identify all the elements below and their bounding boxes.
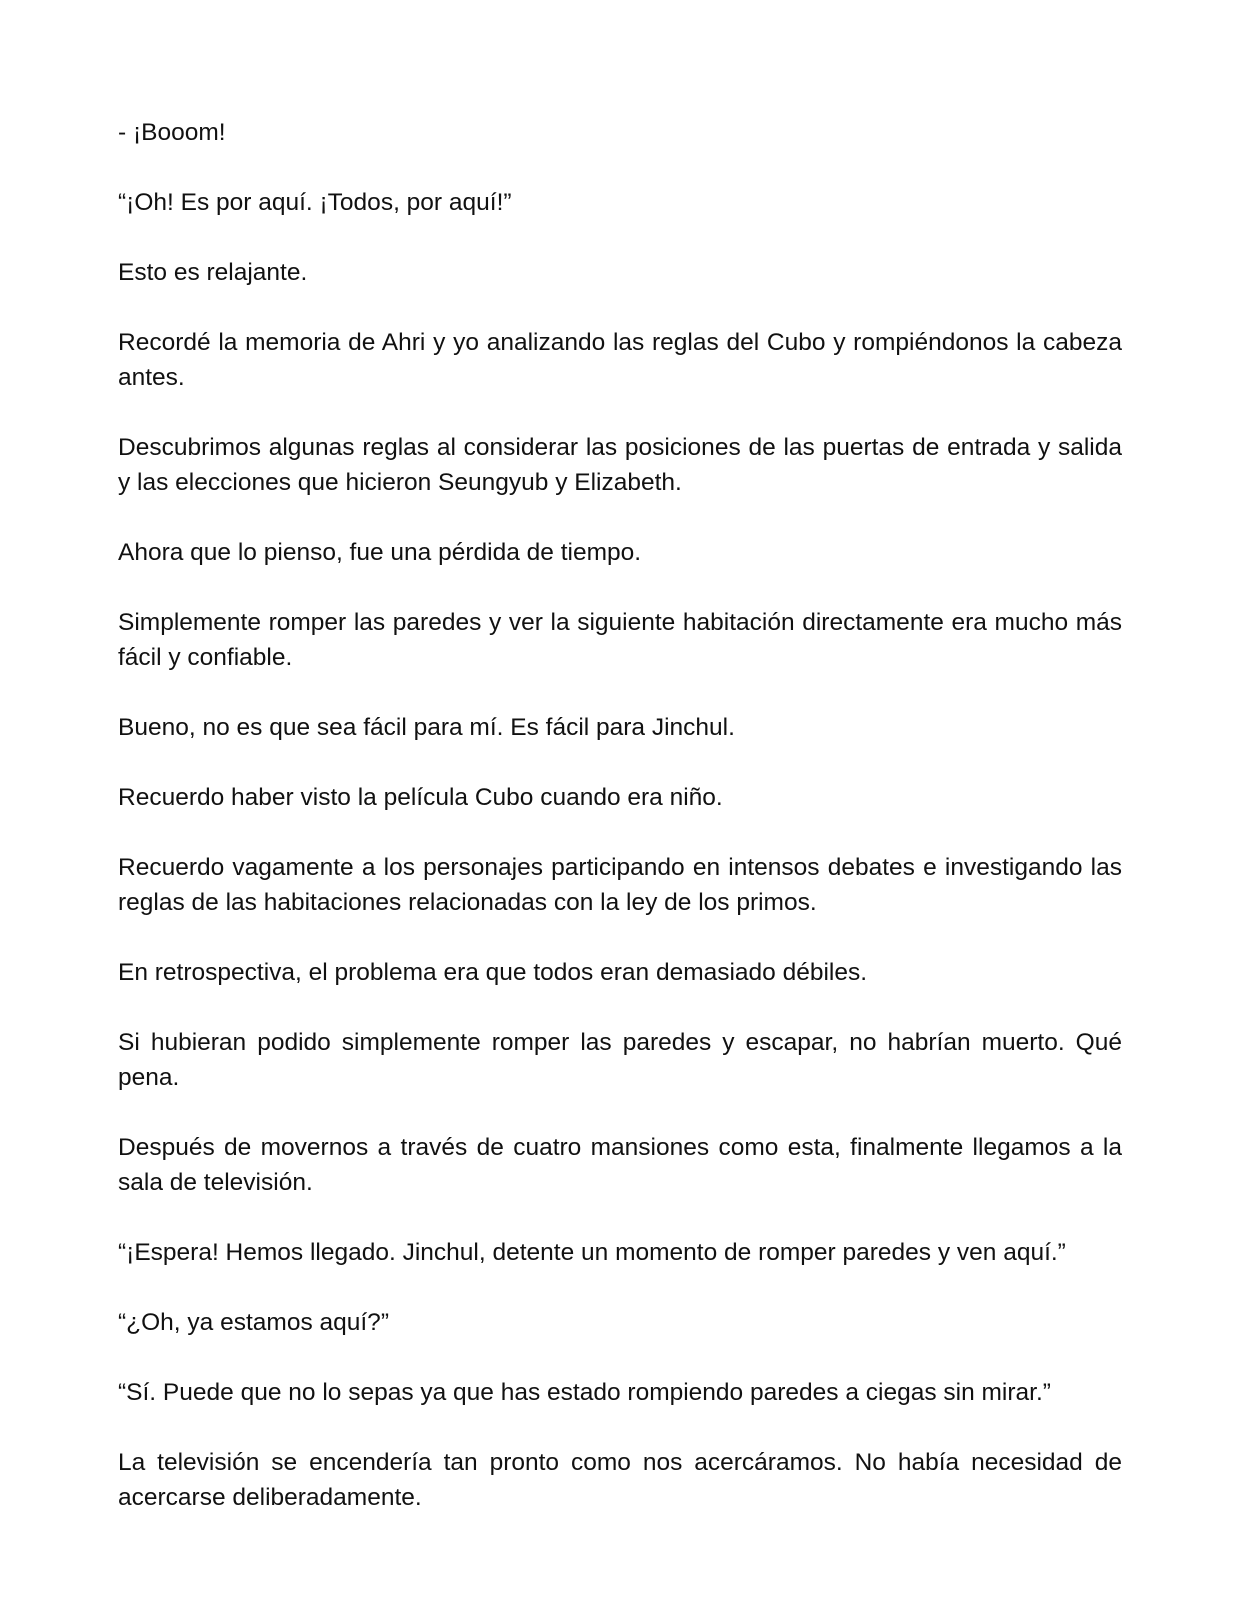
paragraph-13: Después de movernos a través de cuatro mansiones como esta, finalmente llegamos a la sala de televisión. [118,1134,1122,1196]
paragraph-17: La televisión se encendería tan pronto como nos acercáramos. No había necesidad de acercarse deliberadamente. [118,1449,1122,1511]
document-page [118,115,1122,1515]
paragraph-4: Recordé la memoria de Ahri y yo analizando las reglas del Cubo y rompiéndonos la cabeza antes. [118,329,1122,391]
paragraph-7: Simplemente romper las paredes y ver la siguiente habitación directamente era mucho más fácil y confiable. [118,609,1122,671]
paragraph-14: “¡Espera! Hemos llegado. Jinchul, detente un momento de romper paredes y ven aquí.” [118,1239,1066,1266]
paragraph-16: “Sí. Puede que no lo sepas ya que has estado rompiendo paredes a ciegas sin mirar.” [118,1379,1051,1406]
paragraph-11: En retrospectiva, el problema era que todos eran demasiado débiles. [118,959,868,986]
paragraph-5: Descubrimos algunas reglas al considerar las posiciones de las puertas de entrada y salida y las elecciones que hicieron Seungyub y Elizabeth. [118,434,1122,496]
paragraph-15: “¿Oh, ya estamos aquí?” [118,1309,389,1336]
paragraph-6: Ahora que lo pienso, fue una pérdida de tiempo. [118,539,642,566]
paragraph-1: - ¡Booom! [118,119,226,146]
paragraph-9: Recuerdo haber visto la película Cubo cuando era niño. [118,784,723,811]
paragraph-10: Recuerdo vagamente a los personajes participando en intensos debates e investigando las reglas de las habitaciones relacionadas con la ley de los primos. [118,854,1122,916]
paragraph-2: “¡Oh! Es por aquí. ¡Todos, por aquí!” [118,189,512,216]
paragraph-8: Bueno, no es que sea fácil para mí. Es fácil para Jinchul. [118,714,735,741]
paragraph-3: Esto es relajante. [118,259,308,286]
paragraph-12: Si hubieran podido simplemente romper las paredes y escapar, no habrían muerto. Qué pena. [118,1029,1122,1091]
